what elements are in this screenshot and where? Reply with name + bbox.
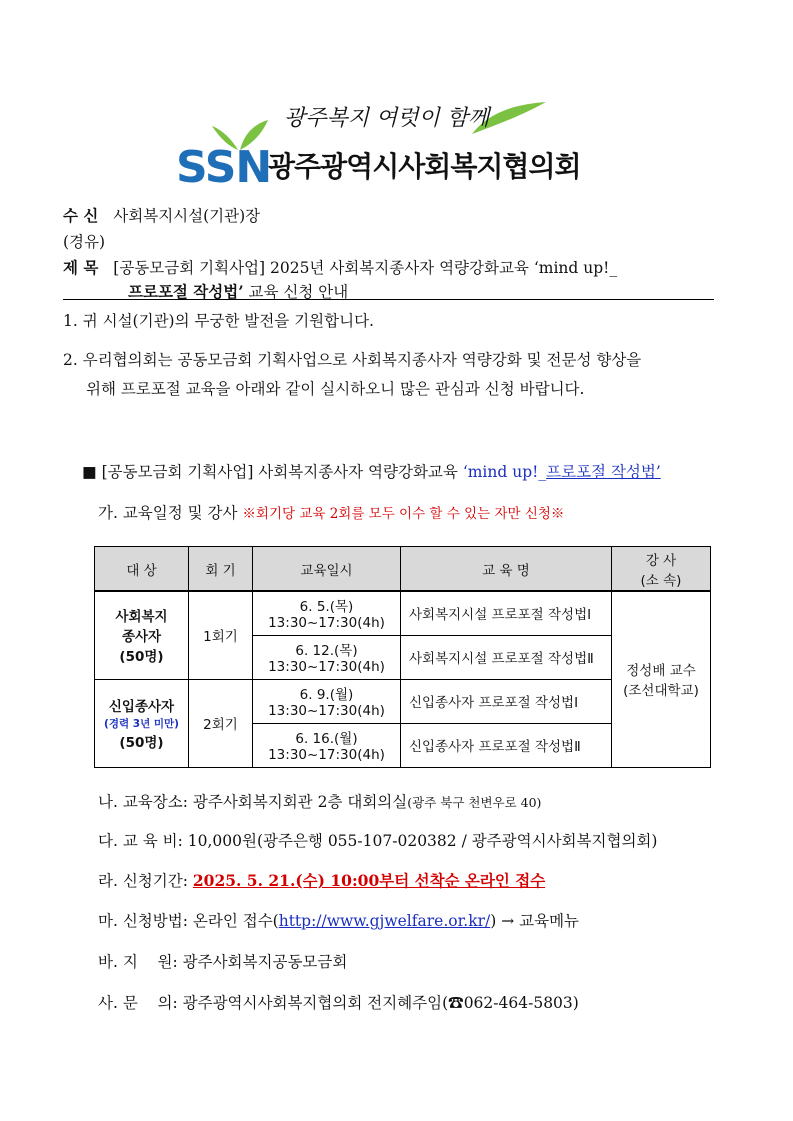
header-instructor: [612, 547, 711, 592]
date-text: 6. 12.(목): [295, 643, 358, 659]
time-text: 13:30~17:30(4h): [268, 747, 385, 763]
target-2-note: (경력 3년 미만): [104, 718, 179, 730]
schedule-note: ※회기당 교육 2회를 모두 이수 할 수 있는 자만 신청※: [242, 506, 565, 522]
time-text: 13:30~17:30(4h): [268, 659, 385, 675]
period-label: 라. 신청기간:: [98, 872, 193, 890]
date-cell: [253, 723, 401, 767]
paragraph-2-line2: 위해 프로포절 교육을 아래와 같이 실시하오니 많은 관심과 신청 바랍니다.: [86, 380, 585, 398]
course-cell: 신입종사자 프로포절 작성법Ⅱ: [401, 723, 612, 767]
welfare-site-link[interactable]: http://www.gjwelfare.or.kr/: [278, 912, 491, 930]
organization-name: 광주광역시사회복지협의회: [268, 150, 581, 183]
support-value: 광주사회복지공동모금회: [182, 953, 348, 971]
detail-contact: [98, 992, 579, 1014]
schedule-heading-label: 가. 교육일정 및 강사: [98, 504, 243, 522]
fee-label: 다. 교 육 비:: [98, 832, 188, 850]
detail-fee: [98, 830, 657, 852]
via-text: (경유): [63, 233, 106, 251]
target-1-line2: 종사자: [121, 629, 162, 646]
session-cell-1: 1회기: [189, 591, 253, 679]
course-cell: 신입종사자 프로포절 작성법Ⅰ: [401, 679, 612, 723]
target-2-line1: 신입종사자: [108, 699, 175, 715]
detail-support: [98, 951, 347, 973]
date-cell: [253, 635, 401, 679]
time-text: 13:30~17:30(4h): [268, 703, 385, 719]
date-text: 6. 9.(월): [299, 687, 354, 703]
table-header-row: [95, 547, 711, 592]
period-value: 2025. 5. 21.(수) 10:00부터 선착순 온라인 접수: [192, 871, 546, 890]
instructor-name: 정성배 교수: [626, 663, 696, 680]
detail-venue: [98, 791, 541, 814]
header-course: 교 육 명: [401, 547, 612, 592]
recipient-value: 사회복지시설(기관)장: [113, 207, 261, 225]
paragraph-2-line1: 2. 우리협의회는 공동모금회 기획사업으로 사회복지종사자 역량강화 및 전문성 향상을: [63, 351, 642, 369]
target-1-line1: 사회복지: [115, 609, 168, 626]
target-cell-1: [95, 591, 189, 679]
target-1-count: (50명): [119, 649, 164, 666]
ssn-logo: SSN: [176, 142, 272, 193]
paragraph-1: 1. 귀 시설(기관)의 무궁한 발전을 기원합니다.: [63, 312, 374, 330]
support-label: 바. 지 원:: [98, 953, 183, 971]
subject-line1: [공동모금회 기획사업] 2025년 사회복지종사자 역량강화교육 ‘mind up!_: [113, 259, 618, 277]
contact-phone: 062-464-5803): [463, 994, 579, 1012]
header-divider: [63, 299, 714, 300]
recipient-row: [63, 205, 260, 227]
header-session: 회 기: [189, 547, 253, 592]
instructor-cell: [612, 591, 711, 767]
method-prefix: 온라인 접수(: [192, 912, 279, 930]
target-cell-2: [95, 679, 189, 767]
venue-label: 나. 교육장소:: [98, 793, 193, 811]
target-2-count: (50명): [119, 735, 164, 751]
subject-line2-bold: 프로포절 작성법’: [128, 282, 244, 301]
venue-address: (광주 북구 천변우로 40): [407, 795, 542, 810]
bullet-square: ■: [82, 463, 97, 481]
date-cell: [253, 679, 401, 723]
course-cell: 사회복지시설 프로포절 작성법Ⅱ: [401, 635, 612, 679]
section-title: [82, 461, 661, 483]
subject-line2-rest: 교육 신청 안내: [243, 283, 349, 301]
phone-icon: ☎: [448, 994, 464, 1012]
subject-row: [63, 257, 617, 279]
date-text: 6. 5.(목): [299, 599, 354, 616]
table-row: [95, 591, 711, 635]
header-instructor-line1: 강 사: [645, 552, 677, 569]
schedule-table: [94, 546, 711, 768]
slogan-text: 광주복지 여럿이 함께: [284, 106, 490, 131]
contact-label: 사. 문 의:: [98, 994, 183, 1012]
subject-label: 제 목: [63, 258, 99, 277]
section-title-quoted-b: 프로포절 작성법’: [546, 463, 661, 481]
method-suffix: ) → 교육메뉴: [490, 912, 580, 930]
instructor-affiliation: (조선대학교): [623, 683, 699, 700]
method-label: 마. 신청방법:: [98, 912, 193, 930]
detail-method: [98, 910, 579, 932]
header-datetime: 교육일시: [253, 547, 401, 592]
date-cell: [253, 591, 401, 635]
time-text: 13:30~17:30(4h): [268, 615, 385, 632]
contact-value: 광주광역시사회복지협의회 전지혜주임(: [182, 994, 449, 1012]
detail-period: [98, 870, 545, 892]
fee-value: 10,000원(광주은행 055-107-020382 / 광주광역시사회복지협의회): [187, 832, 658, 850]
course-cell: 사회복지시설 프로포절 작성법Ⅰ: [401, 591, 612, 635]
header-target: 대 상: [95, 547, 189, 592]
section-title-quoted-a: ‘mind up!_: [462, 463, 547, 481]
venue-value: 광주사회복지회관 2층 대회의실: [192, 793, 408, 811]
schedule-heading: [98, 502, 564, 525]
date-text: 6. 16.(월): [295, 731, 358, 747]
recipient-label: 수 신: [63, 206, 99, 225]
section-title-prefix: [공동모금회 기획사업] 사회복지종사자 역량강화교육: [101, 463, 463, 481]
header-instructor-line2: (소 속): [640, 572, 682, 589]
session-cell-2: 2회기: [189, 679, 253, 767]
